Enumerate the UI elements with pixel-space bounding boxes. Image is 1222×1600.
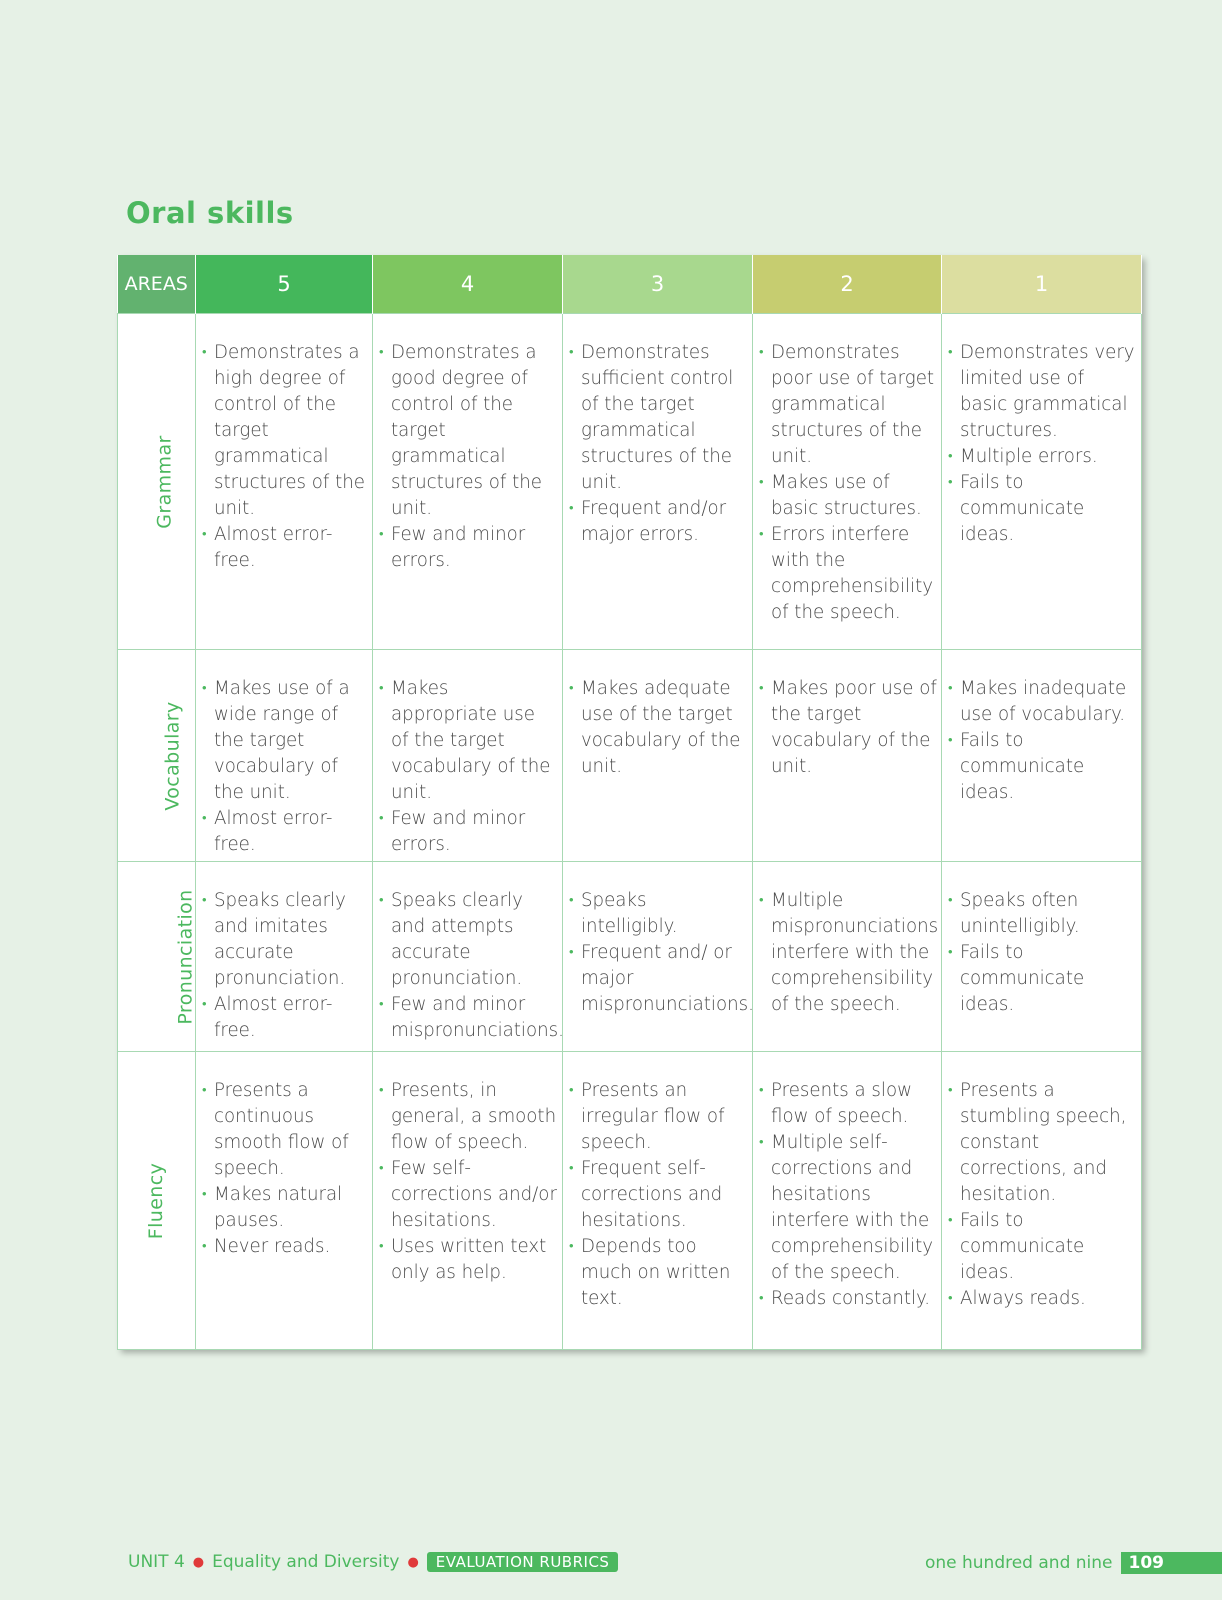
rubric-cell (563, 650, 753, 862)
bullet-icon: ● (407, 1554, 419, 1570)
criterion-item: • Frequent and/or major errors. (567, 496, 748, 548)
rubric-cell (753, 650, 942, 862)
header-row (118, 255, 1142, 314)
criterion-item: • Few self-corrections and/or hesitations. (377, 1156, 558, 1234)
criterion-item: • Makes natural pauses. (200, 1182, 368, 1234)
bullet-icon: ● (192, 1554, 205, 1570)
criterion-item: • Demonstrates sufficient control of the target grammatical structures of the unit. (567, 340, 748, 496)
criteria-list (946, 888, 1137, 1018)
rubric-cell (196, 862, 373, 1052)
rubric-cell (942, 314, 1142, 650)
rubric-row-vocabulary (118, 650, 1142, 862)
footer-page-words: one hundred and nine (924, 1553, 1113, 1573)
criterion-item: • Makes use of basic structures. (757, 470, 937, 522)
criterion-item: • Demonstrates a high degree of control of the target grammatical structures of the unit. (200, 340, 368, 522)
rubric-cell (942, 862, 1142, 1052)
criterion-item: • Almost error-free. (200, 522, 368, 574)
header-score-4: 4 (373, 255, 563, 314)
criterion-item: • Never reads. (200, 1234, 368, 1260)
criterion-item: • Speaks clearly and imitates accurate pronunciation. (200, 888, 368, 992)
rubric-cell (753, 1052, 942, 1350)
criterion-item: • Errors interfere with the comprehensibility of the speech. (757, 522, 937, 626)
footer-topic: Equality and Diversity (212, 1552, 400, 1572)
criterion-item: • Multiple self-corrections and hesitations interfere with the comprehensibility of the speech. (757, 1130, 937, 1286)
criteria-list (377, 340, 558, 574)
area-label: Vocabulary (161, 700, 184, 811)
criterion-item: • Multiple mispronunciations interfere with the comprehensibility of the speech. (757, 888, 937, 1018)
criterion-item: • Demonstrates very limited use of basic grammatical structures. (946, 340, 1137, 444)
criterion-item: • Presents a stumbling speech, constant corrections, and hesitation. (946, 1078, 1137, 1208)
criteria-list (567, 340, 748, 548)
criterion-item: • Makes adequate use of the target vocabulary of the unit. (567, 676, 748, 780)
rubric-row-grammar (118, 314, 1142, 650)
criteria-list (757, 888, 937, 1018)
footer-unit: UNIT 4 (128, 1552, 185, 1572)
criterion-item: • Speaks clearly and attempts accurate pronunciation. (377, 888, 558, 992)
rubric-cell (942, 1052, 1142, 1350)
criteria-list (377, 1078, 558, 1286)
criterion-item: • Uses written text only as help. (377, 1234, 558, 1286)
rubric-cell (563, 314, 753, 650)
area-cell (118, 314, 196, 650)
criterion-item: • Fails to communicate ideas. (946, 940, 1137, 1018)
criteria-list (946, 676, 1137, 806)
rubric-cell (196, 1052, 373, 1350)
header-score-3: 3 (563, 255, 753, 314)
criterion-item: • Makes use of a wide range of the target vocabulary of the unit. (200, 676, 368, 806)
criterion-item: • Fails to communicate ideas. (946, 1208, 1137, 1286)
header-score-1: 1 (942, 255, 1142, 314)
area-cell (118, 862, 196, 1052)
rubric-cell (942, 650, 1142, 862)
criterion-item: • Depends too much on written text. (567, 1234, 748, 1312)
criterion-item: • Presents, in general, a smooth flow of speech. (377, 1078, 558, 1156)
rubric-cell (373, 314, 563, 650)
criterion-item: • Frequent self-corrections and hesitations. (567, 1156, 748, 1234)
criterion-item: • Presents a slow flow of speech. (757, 1078, 937, 1130)
footer-page-info (925, 1552, 1222, 1574)
rubric-row-fluency (118, 1052, 1142, 1350)
criterion-item: • Few and minor errors. (377, 806, 558, 858)
criterion-item: • Demonstrates poor use of target grammatical structures of the unit. (757, 340, 937, 470)
criterion-item: • Makes poor use of the target vocabulary of the unit. (757, 676, 937, 780)
rubric-cell (563, 862, 753, 1052)
criteria-list (377, 676, 558, 858)
criteria-list (200, 676, 368, 858)
criterion-item: • Presents a continuous smooth flow of speech. (200, 1078, 368, 1182)
criteria-list (377, 888, 564, 1044)
area-cell (118, 1052, 196, 1350)
criteria-list (567, 676, 748, 780)
criterion-item: • Makes appropriate use of the target vocabulary of the unit. (377, 676, 558, 806)
criterion-item: • Presents an irregular flow of speech. (567, 1078, 748, 1156)
rubric-table (117, 255, 1142, 1350)
criteria-list (200, 1078, 368, 1260)
criterion-item: • Multiple errors. (946, 444, 1137, 470)
criterion-item: • Few and minor errors. (377, 522, 558, 574)
criterion-item: • Reads constantly. (757, 1286, 937, 1312)
criteria-list (200, 340, 368, 574)
criteria-list (946, 1078, 1137, 1312)
criterion-item: • Fails to communicate ideas. (946, 470, 1137, 548)
criterion-item: • Speaks often unintelligibly. (946, 888, 1137, 940)
criterion-item: • Demonstrates a good degree of control of the target grammatical structures of the unit. (377, 340, 558, 522)
rubric-cell (373, 650, 563, 862)
criteria-list (757, 340, 937, 626)
criteria-list (757, 1078, 937, 1312)
footer-page-number: 109 (1121, 1552, 1222, 1574)
footer-section-badge: EVALUATION RUBRICS (427, 1552, 619, 1572)
rubric-cell (196, 314, 373, 650)
area-cell (118, 650, 196, 862)
criteria-list (757, 676, 937, 780)
rubric-cell (563, 1052, 753, 1350)
criterion-item: • Few and minor mispronunciations. (377, 992, 558, 1044)
area-label: Fluency (145, 1162, 168, 1239)
criterion-item: • Speaks intelligibly. (567, 888, 748, 940)
criterion-item: • Almost error-free. (200, 992, 368, 1044)
header-score-2: 2 (753, 255, 942, 314)
page-title: Oral skills (126, 196, 294, 230)
criteria-list (567, 888, 754, 1018)
rubric-cell (753, 314, 942, 650)
rubric-cell (196, 650, 373, 862)
criterion-item: • Almost error-free. (200, 806, 368, 858)
area-label: Pronunciation (174, 888, 197, 1025)
rubric-cell (753, 862, 942, 1052)
rubric-cell (373, 862, 563, 1052)
criterion-item: • Fails to communicate ideas. (946, 728, 1137, 806)
criteria-list (567, 1078, 748, 1312)
criterion-item: • Always reads. (946, 1286, 1137, 1312)
footer-unit-info (128, 1552, 618, 1572)
rubric-cell (373, 1052, 563, 1350)
rubric-row-pronunciation (118, 862, 1142, 1052)
area-label: Grammar (153, 434, 176, 529)
header-areas: AREAS (118, 255, 196, 314)
criterion-item: • Frequent and/ or major mispronunciations. (567, 940, 748, 1018)
rubric-table-container (117, 255, 1141, 1349)
header-score-5: 5 (196, 255, 373, 314)
criteria-list (946, 340, 1137, 548)
criteria-list (200, 888, 368, 1044)
criterion-item: • Makes inadequate use of vocabulary. (946, 676, 1137, 728)
